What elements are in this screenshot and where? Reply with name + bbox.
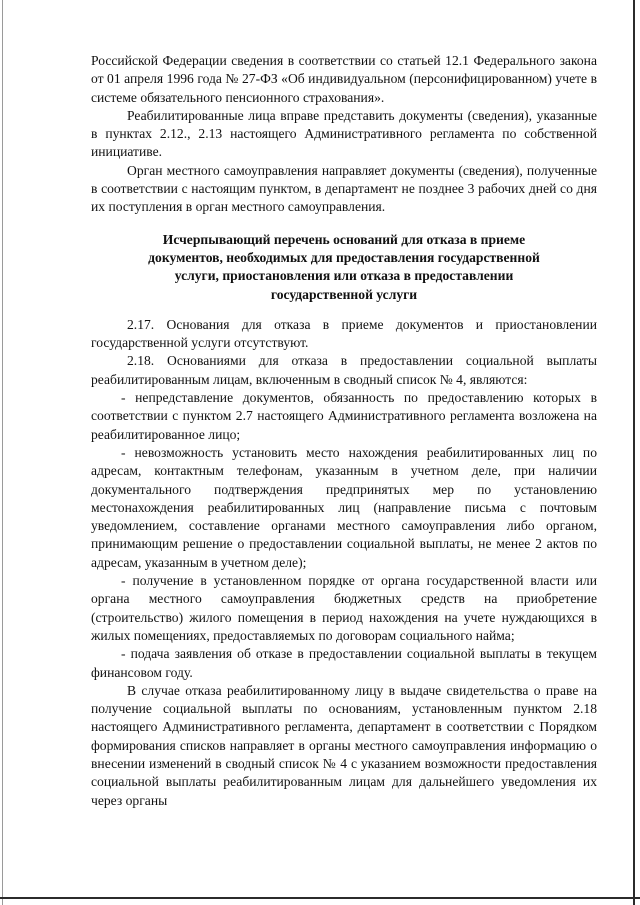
heading-line: документов, необходимых для предоставления государственной: [148, 249, 540, 265]
paragraph-2-17: 2.17. Основания для отказа в приеме документов и приостановлении государственной услуги отсутствуют.: [91, 316, 597, 351]
section-heading: [91, 231, 597, 304]
scan-edge-bottom: [0, 897, 640, 899]
heading-line: услуги, приостановления или отказа в предоставлении: [174, 268, 514, 284]
paragraph-rights: Реабилитированные лица вправе представить документы (сведения), указанные в пунктах 2.12., 2.13 настоящего Административного регламента по собственной инициативе.: [91, 107, 597, 160]
scan-edge-left: [2, 0, 3, 905]
paragraph-local-gov: Орган местного самоуправления направляет документы (сведения), полученные в соответствии с настоящим пунктом, в департамент не позднее 3 рабочих дней со дня их поступления в орган местного самоуправления.: [91, 162, 597, 215]
heading-line: государственной услуги: [270, 286, 418, 302]
paragraph-refusal: В случае отказа реабилитированному лицу в выдаче свидетельства о праве на получение социальной выплаты по основаниям, установленным пунктом 2.18 настоящего Административного регламента, департамент в соответствии с Порядком формирования списков направляет в органы местного самоуправления информацию о внесении изменений в сводный список № 4 с указанием возможности предоставления социальной выплаты реабилитированным лицам для дальнейшего уведомления их через органы: [91, 682, 597, 808]
ground-item: - подача заявления об отказе в предоставлении социальной выплаты в текущем финансовом году.: [91, 646, 597, 680]
scan-edge-right: [633, 0, 635, 905]
intro-paragraph: Российской Федерации сведения в соответствии со статьей 12.1 Федерального закона от 01 апреля 1996 года № 27-ФЗ «Об индивидуальном (персонифицированном) учете в системе обязательного пенсионного страхования».: [91, 53, 597, 105]
heading-line: Исчерпывающий перечень оснований для отказа в приеме: [162, 231, 526, 247]
ground-item: - непредставление документов, обязанность по предоставлению которых в соответствии с пунктом 2.7 настоящего Административного регламента возложена на реабилитированное лицо;: [91, 390, 597, 442]
document-body: [91, 52, 597, 810]
ground-item: - получение в установленном порядке от органа государственной власти или органа местного самоуправления бюджетных средств на приобретение (строительство) жилого помещения в период нахождения на учете нуждающихся в жилых помещениях, предоставляемых по договорам социального найма;: [91, 573, 597, 643]
paragraph-2-18: 2.18. Основаниями для отказа в предоставлении социальной выплаты реабилитированным лицам, включенным в сводный список № 4, являются:: [91, 353, 597, 387]
ground-item: - невозможность установить место нахождения реабилитированных лиц по адресам, контактным телефонам, указанным в учетном деле, при наличии документального подтверждения предпринятых мер по установлению местонахождения реабилитированных лиц (направление письма с почтовым уведомлением, составление органами местного самоуправления либо органом, принимающим решение о предоставлении социальной выплаты, не менее 2 актов по адресам, указанным в учетном деле);: [91, 444, 597, 570]
